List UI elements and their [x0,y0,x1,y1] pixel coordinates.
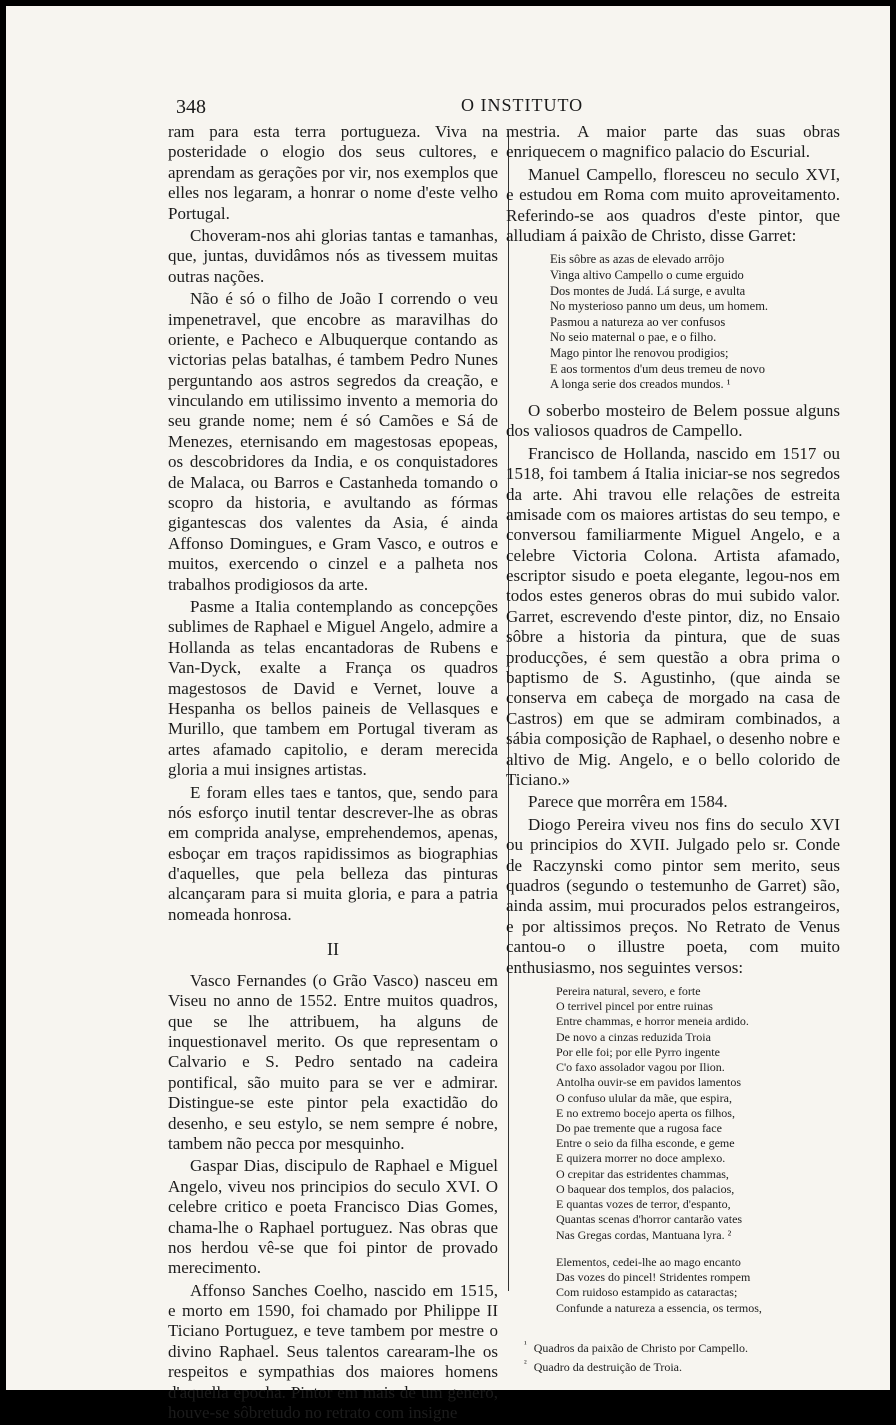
paragraph: ram para esta terra portugueza. Viva na posteridade o elogio dos seus cultores, e aprendam as gerações por vir, nos exemplos que elles nos legaram, a honrar o nome d'este velho Portugal. [168,122,498,223]
paragraph: E foram elles taes e tantos, que, sendo para nós esforço inutil tentar descrever-lhe as obras em comprida analyse, emprehendemos, apenas, esboçar em traços rapidissimos as biographias d'aquelles, que pela belleza das pinturas alcançaram para si muita gloria, e para a patria nomeada honrosa. [168,782,498,924]
paragraph: O soberbo mosteiro de Belem possue alguns dos valiosos quadros de Campello. [506,400,840,441]
verse-line: C'o faxo assolador vagou por Ilion. [556,1060,725,1075]
verse-line: E no extremo bocejo aperta os filhos, [556,1105,735,1120]
verse-line: Quantas scenas d'horror cantarão vates [556,1212,743,1227]
footnote-text: Quadros da paixão de Christo por Campello. [533,1340,748,1355]
verse-line: E quantas vozes de terror, d'espanto, [556,1197,731,1212]
paragraph: Francisco de Hollanda, nascido em 1517 ou 1518, foi tambem á Italia iniciar-se nos segredos da arte. Ahi travou elle relações de estreita amisade com os maiores artistas do seu tempo, e conversou familiarmente Miguel Angelo, e a celebre Victoria Colona. Artista afamado, escriptor sisudo e poeta elegante, legou-nos em todos estes generos obras do mui subido valor. Garret, escrevendo d'este pintor, diz, no Ensaio sôbre a historia da pintura, que de suas producções, é sem questão a obra prima o baptismo de S. Agustinho, (que ainda se conserva em cabeça de morgado na casa de Castros) em que se admiram combinados, a sábia composição de Raphael, o desenho nobre e altivo de Mig. Angelo, e o bello colorido de Ticiano.» [506,443,840,789]
footnote-text: Quadro da destruição de Troia. [533,1359,683,1374]
verse-line: Entre chammas, e horror meneia ardido. [556,1014,749,1029]
footnote [524,1338,840,1357]
verse-line: Elementos, cedei-lhe ao mago encanto [556,1254,741,1269]
verse-line: Mago pintor lhe renovou prodigios; [550,346,729,361]
verse-line: O crepitar das estridentes chammas, [556,1166,729,1181]
verse-line: Antolha ouvir-se em pavidos lamentos [556,1075,742,1090]
verse-line: Dos montes de Judá. Lá surge, e avulta [550,283,746,298]
paragraph: Diogo Pereira viveu nos fins do seculo XVI ou principios do XVII. Julgado pelo sr. Conde de Raczynski como pintor sem merito, seus quadros (segundo o testemunho de Garret) são, ainda assim, mui procurados pelos estrangeiros, e por altissimos preços. No Retrato de Venus cantou-o o illustre poeta, com muito enthusiasmo, nos seguintes versos: [506,814,840,977]
verse-line: Pasmou a natureza ao ver confusos [550,314,726,329]
left-column [168,122,498,1425]
verse-line: De novo a cinzas reduzida Troia [556,1029,711,1044]
verse-line: E aos tormentos d'um deus tremeu de novo [550,361,766,376]
verse-line: Confunde a natureza a essencia, os termos, [556,1300,762,1315]
verse-line: Vinga altivo Campello o cume erguido [550,267,744,282]
verse-line: No mysterioso panno um deus, um homem. [550,299,769,314]
verse-line: Pereira natural, severo, e forte [556,983,701,998]
paragraph: Choveram-nos ahi glorias tantas e tamanhas, que, juntas, duvidâmos nós as tivessem muitas outras nações. [168,225,498,286]
running-title: O INSTITUTO [461,95,584,115]
paragraph: Parece que morrêra em 1584. [528,792,728,812]
verse-line: Do pae tremente que a rugosa face [556,1121,722,1136]
paragraph: Manuel Campello, floresceu no seculo XVI, e estudou em Roma com muito aproveitamento. Referindo-se aos quadros d'este pintor, que alludiam á paixão de Christo, disse Garret: [506,164,840,245]
paragraph: Não é só o filho de João I correndo o veu impenetravel, que encobre as maravilhas do oriente, e Pacheco e Albuquerque contando as victorias pelas batalhas, é tambem Pedro Nunes perguntando aos astros segredos da creação, e vinculando em utilissimo invento a memoria do seu grande nome; nem é só Camões e Sá de Menezes, eternisando em magestosas epopeas, os descobridores da India, e os conquistadores de Malaca, ou Barros e Castanheda tomando o scopro da historia, e avultando as fórmas gigantescas dos valentes da Asia, é ainda Affonso Domingues, e Gram Vasco, e outros e muitos, exercendo o cinzel e a palheta nos trabalhos prodigiosos da arte. [168,289,498,594]
verse-line: Com ruidoso estampido as cataractas; [556,1285,738,1300]
stanza-gap [556,1243,840,1255]
verse-block [550,252,840,393]
verse-line: Entre o seio da filha esconde, e geme [556,1136,735,1151]
page-number: 348 [176,96,206,118]
paragraph: mestria. A maior parte das suas obras enriquecem o magnifico palacio do Escurial. [506,122,840,162]
verse-line: No seio maternal o pae, e o filho. [550,330,717,345]
paragraph: Gaspar Dias, discipulo de Raphael e Miguel Angelo, viveu nos principios do seculo XVI. O celebre critico e poeta Francisco Dias Gomes, chama-lhe o Raphael portuguez. Nas obras que nos herdou vê-se que foi pintor de provado merecimento. [168,1156,498,1278]
verse-line: E quizera morrer no doce amplexo. [556,1151,726,1166]
verse-block [556,984,840,1316]
footnote [524,1357,840,1376]
verse-line: Eis sôbre as azas de elevado arrôjo [550,252,725,267]
verse-line: O baquear dos templos, dos palacios, [556,1181,735,1196]
verse-line: O confuso ulular da mãe, que espira, [556,1090,732,1105]
paragraph: Affonso Sanches Coelho, nascido em 1515, e morto em 1590, foi chamado por Philippe II Ticiano Portuguez, e teve tambem por mestre o divino Raphael. Seus talentos carearam-lhe os respeitos e sympathias dos maiores homens d'aquella epocha. Pintor em mais de um genero, houve-se sôbretudo no retrato com insigne [168,1280,498,1423]
paragraph: Pasme a Italia contemplando as concepções sublimes de Raphael e Miguel Angelo, admire a Hollanda as telas encantadoras de Rubens e Van-Dyck, exalte a França os quadros magestosos de David e Vernet, louve a Hespanha os bellos paineis de Vellasques e Murillo, que tambem em Portugal tiveram as artes afamado capitolio, e deram merecida gloria a mui insignes artistas. [168,596,498,780]
footnote-mark: ² [524,1357,527,1368]
paragraph: Vasco Fernandes (o Grão Vasco) nasceu em Viseu no anno de 1552. Entre muitos quadros, que se lhe attribuem, ha alguns de inquestionavel merito. Os que representam o Calvario e S. Pedro sentado na cadeira pontifical, são muito para se ver e admirar. Distingue-se este pintor pela exactidão do desenho, e seu estylo, se nem sempre é nobre, tambem não pecca por mesquinho. [168,970,498,1153]
verse-line: Das vozes do pincel! Stridentes rompem [556,1270,751,1285]
verse-line: O terrivel pincel por entre ruinas [556,999,713,1014]
section-heading: II [327,939,339,960]
verse-line: Nas Gregas cordas, Mantuana lyra. ² [556,1227,732,1242]
right-column [506,122,840,1375]
footnote-mark: ¹ [524,1338,527,1349]
footnotes [506,1338,840,1376]
verse-line: Por elle foi; por elle Pyrro ingente [556,1044,720,1059]
verse-line: A longa serie dos creados mundos. ¹ [550,377,731,392]
